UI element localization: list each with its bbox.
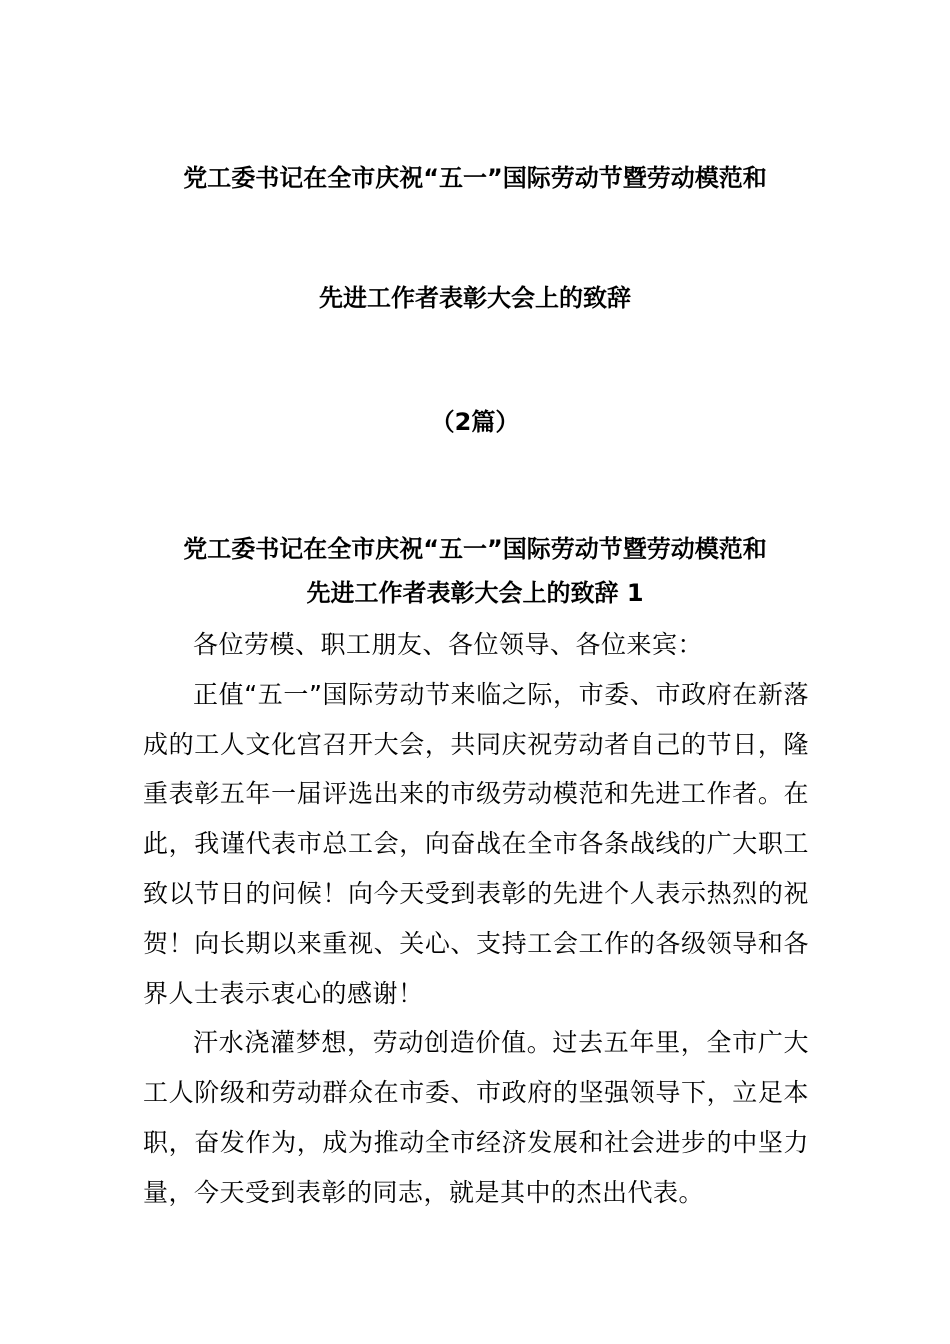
article-heading xyxy=(0,527,950,615)
article-body xyxy=(143,620,809,1218)
article-heading-line-2: 先进工作者表彰大会上的致辞 1 xyxy=(306,579,644,607)
paragraph: 正值“五一”国际劳动节来临之际，市委、市政府在新落成的工人文化宫召开大会，共同庆祝劳动者自己的节日，隆重表彰五年一届评选出来的市级劳动模范和先进工作者。在此，我谨代表市总工会，向奋战在全市各条战线的广大职工致以节日的问候！向今天受到表彰的先进个人表示热烈的祝贺！向长期以来重视、关心、支持工会工作的各级领导和各界人士表示衷心的感谢！ xyxy=(143,679,809,1008)
paragraph: 汗水浇灌梦想，劳动创造价值。过去五年里，全市广大工人阶级和劳动群众在市委、市政府的坚强领导下，立足本职，奋发作为，成为推动全市经济发展和社会进步的中坚力量，今天受到表彰的同志，就是其中的杰出代表。 xyxy=(143,1028,809,1207)
paragraph-salutation: 各位劳模、职工朋友、各位领导、各位来宾： xyxy=(193,630,704,659)
cover-title-line-1: 党工委书记在全市庆祝“五一”国际劳动节暨劳动模范和 xyxy=(183,164,767,192)
article-heading-line-1: 党工委书记在全市庆祝“五一”国际劳动节暨劳动模范和 xyxy=(183,535,767,563)
cover-article-count: （2篇） xyxy=(430,408,520,436)
cover-title-line-2: 先进工作者表彰大会上的致辞 xyxy=(319,284,631,312)
